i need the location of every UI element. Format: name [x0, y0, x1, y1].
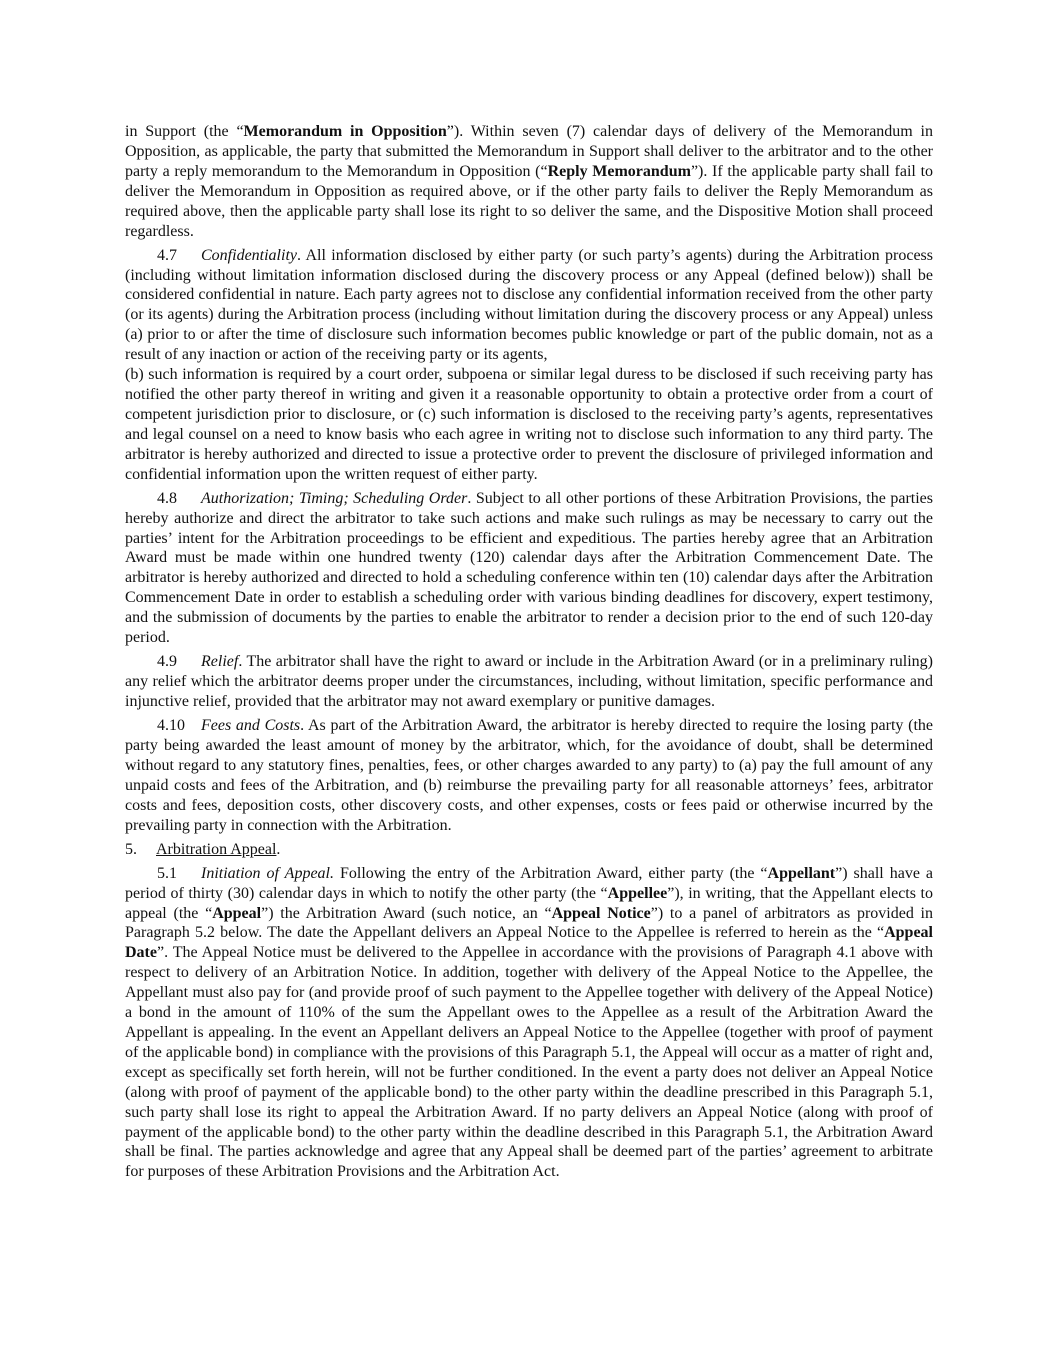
section-number: 4.10: [157, 717, 185, 735]
section-heading-title: Arbitration Appeal: [156, 840, 277, 858]
text-run: ”). If the applicable party shall fail to deliver the Memorandum in Opposition as required above, or if the other party fails to deliver the Reply Memorandum as required above, then the applicable party shall lose its right to so deliver the same, and the Dispositive Motion shall proceed regardless.: [125, 162, 934, 240]
section-number: 5.1: [157, 864, 177, 882]
section-title: Relief: [201, 653, 239, 671]
paragraph-4-6-continuation: [125, 122, 933, 241]
section-body: . Subject to all other portions of these Arbitration Provisions, the parties hereby authorize and direct the arbitrator to take such actions and make such rulings as may be necessary to carry out the parties’ intent for the Arbitration proceedings to be efficient and expeditious. The parties hereby agree that an Arbitration Award must be made within one hundred twenty (120) calendar days after the Arbitration Commencement Date. The arbitrator is hereby authorized and directed to hold a scheduling conference within ten (10) calendar days after the Arbitration Commencement Date in order to establish a scheduling order with various binding deadlines for discovery, expert testimony, and the submission of documents by the parties to enable the arbitrator to render a decision prior to the end of such 120-day period.: [125, 489, 933, 647]
section-body: . As part of the Arbitration Award, the arbitrator is hereby directed to require the losing party (the party being awarded the least amount of money by the arbitrator, which, for the avoidance of doubt, shall be determined without regard to any statutory fines, penalties, fees, or other charges awarded to any party) to (a) pay the full amount of any unpaid costs and fees of the Arbitration, and (b) reimburse the prevailing party for all reasonable attorneys’ fees, arbitrator costs and fees, deposition costs, other discovery costs, and other expenses, costs or fees paid or otherwise incurred by the prevailing party in connection with the Arbitration.: [125, 717, 933, 834]
text-run: ”), in writing, that the Appellant elects to appeal (the “: [125, 884, 934, 922]
text-run: ”). Within seven (7) calendar days of delivery of the Memorandum in Opposition, as applicable, the party that submitted the Memorandum in Support shall deliver to the arbitrator and to the other party a reply memorandum to the Memorandum in Opposition (“: [125, 123, 933, 180]
defined-term-appellant: Appellant: [767, 864, 836, 882]
section-4-8-authorization: [125, 489, 933, 648]
defined-term-appellee: Appellee: [607, 884, 668, 902]
section-title: Authorization; Timing; Scheduling Order: [201, 489, 468, 507]
heading-trail: .: [276, 840, 281, 858]
defined-term-reply-memorandum: Reply Memorandum: [547, 162, 691, 180]
defined-term-appeal-date: Appeal Date: [125, 924, 933, 962]
defined-term-appeal: Appeal: [212, 904, 262, 922]
text-run: ”) the Arbitration Award (such notice, an “: [261, 904, 552, 922]
text-run: ”) shall have a period of thirty (30) calendar days in which to notify the other party (the “: [125, 864, 934, 902]
section-number: 4.8: [157, 489, 177, 507]
section-title: Confidentiality: [201, 246, 297, 264]
text-run: ”. The Appeal Notice must be delivered to the Appellee in accordance with the provisions of Paragraph 4.1 above with respect to delivery of an Arbitration Notice. In addition, together with delivery of the Appeal Notice to the Appellee, the Appellant must also pay for (and provide proof of such payment to the Appellee together with delivery of the Appeal Notice) a bond in the amount of 110% of the sum the Appellant owes to the Appellee as a result of the Arbitration Award the Appellant is appealing. In the event an Appellant delivers an Appeal Notice to the Appellee (together with proof of payment of the applicable bond) in compliance with the provisions of this Paragraph 5.1, the Appeal will occur as a matter of right and, except as specifically set forth herein, will not be further conditioned. In the event a party does not deliver an Appeal Notice (along with proof of payment of the applicable bond) to the other party within the deadline prescribed in this Paragraph 5.1, such party shall lose its right to appeal the Arbitration Award. If no party delivers an Appeal Notice (along with proof of payment of the applicable bond) to the other party within the deadline described in this Paragraph 5.1, the Arbitration Award shall be final. The parties acknowledge and agree that any Appeal shall be deemed part of the parties’ agreement to arbitrate for purposes of these Arbitration Provisions and the Arbitration Act.: [125, 944, 933, 1181]
document-page: [125, 122, 933, 1186]
section-body: . All information disclosed by either party (or such party’s agents) during the Arbitration process (including without limitation information disclosed during the discovery process or any Appeal (defined below)) shall be considered confidential in nature. Each party agrees not to disclose any confidential information received from the other party (or its agents) during the Arbitration process (including without limitation during the discovery process or any Appeal) unless (a) prior to or after the time of disclosure such information becomes public knowledge or part of the public domain, not as a result of any inaction or action of the receiving party or its agents,: [125, 246, 933, 364]
text-run: Following the entry of the Arbitration Award, either party (the “: [334, 864, 768, 882]
text-run: ”) to a panel of arbitrators as provided in Paragraph 5.2 below. The date the Appellant delivers an Appeal Notice to the Appellee is referred to herein as the “: [125, 904, 933, 942]
text-run: in Support (the “: [125, 123, 244, 140]
section-number: 4.9: [157, 653, 177, 671]
defined-term-appeal-notice: Appeal Notice: [551, 904, 651, 922]
section-4-10-fees-and-costs: [125, 716, 933, 835]
section-5-heading: [125, 840, 933, 860]
section-body: . The arbitrator shall have the right to award or include in the Arbitration Award (or in a preliminary ruling) any relief which the arbitrator deems proper under the circumstances, including, without limitation, specific performance and injunctive relief, provided that the arbitrator may not award exemplary or punitive damages.: [125, 653, 933, 710]
section-number: 5.: [125, 840, 137, 858]
section-title: Initiation of Appeal.: [201, 864, 334, 882]
section-title: Fees and Costs: [201, 717, 301, 735]
section-4-7-confidentiality: [125, 246, 933, 485]
section-4-9-relief: [125, 652, 933, 712]
defined-term-memorandum-in-opposition: Memorandum in Opposition: [243, 123, 447, 140]
section-5-1-initiation-of-appeal: [125, 864, 933, 1183]
section-number: 4.7: [157, 246, 177, 264]
section-body-continued: (b) such information is required by a court order, subpoena or similar legal duress to be disclosed if such receiving party has notified the other party thereof in writing and given it a reasonable opportunity to obtain a protective order from a court of competent jurisdiction prior to disclosure, or (c) such information is disclosed to the receiving party’s agents, representatives and legal counsel on a need to know basis who each agree in writing not to disclose such information to any third party. The arbitrator is hereby authorized and directed to issue a protective order to prevent the disclosure of privileged information and confidential information upon the written request of either party.: [125, 366, 933, 483]
